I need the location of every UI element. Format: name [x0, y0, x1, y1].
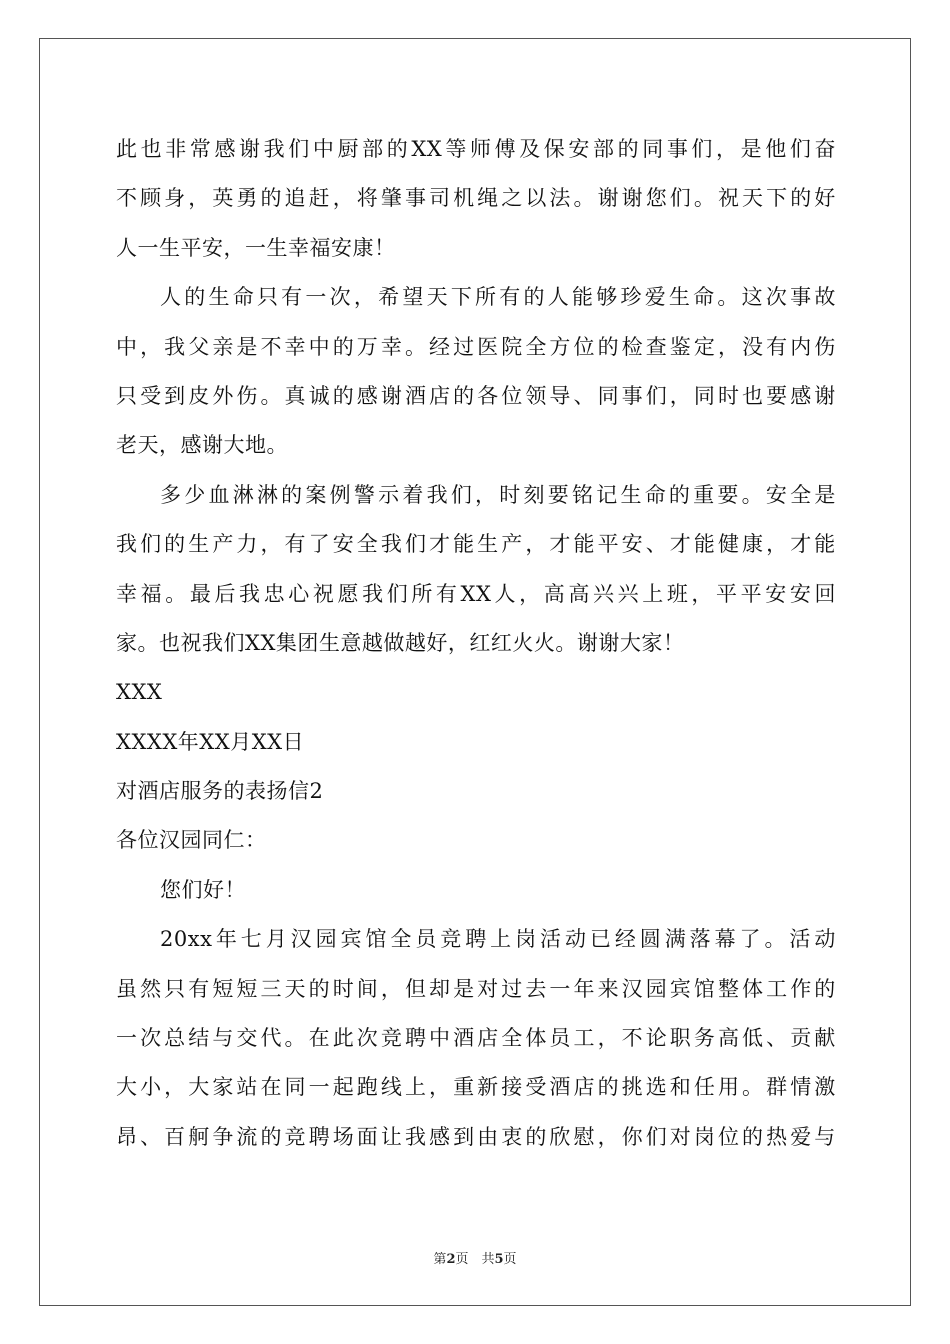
text-line: XXXX年XX月XX日 [116, 729, 305, 754]
text-line: 人 的 生 命 只 有 一 次 ， 希 望 天 下 所 有 的 人 能 够 珍 爱 生 命 。 这 次 事 故 [160, 285, 836, 310]
text-line: 昂 、 百 舸 争 流 的 竞 聘 场 面 让 我 感 到 由 衷 的 欣 慰 ， 你 们 对 岗 位 的 热 爱 与 [116, 1124, 836, 1149]
text-line: 大 小 ， 大 家 站 在 同 一 起 跑 线 上 ， 重 新 接 受 酒 店 的 挑 选 和 任 用 。 群 情 激 [116, 1075, 836, 1100]
text-line: 家。也祝我们XX集团生意越做越好，红红火火。谢谢大家！ [116, 630, 685, 655]
page-footer [0, 1248, 950, 1267]
text-line: 各位汉园同仁： [116, 828, 267, 853]
text-line: 多 少 血 淋 淋 的 案 例 警 示 着 我 们 ， 时 刻 要 铭 记 生 命 的 重 要 。 安 全 是 [160, 482, 836, 507]
footer-suffix: 页 [503, 1252, 517, 1267]
text-line: 幸 福 。 最 后 我 忠 心 祝 愿 我 们 所 有 XX 人 ， 高 高 兴 兴 上 班 ， 平 平 安 安 回 [116, 581, 836, 606]
text-line: 您们好！ [160, 877, 246, 902]
total-page-number: 5 [494, 1252, 504, 1267]
footer-mid: 页 共 [455, 1252, 495, 1267]
text-line: 只 受 到 皮 外 伤 。 真 诚 的 感 谢 酒 店 的 各 位 领 导 、 同 事 们 ， 同 时 也 要 感 谢 [116, 383, 836, 408]
text-line: 中 ， 我 父 亲 是 不 幸 中 的 万 幸 。 经 过 医 院 全 方 位 的 检 查 鉴 定 ， 没 有 内 伤 [116, 334, 836, 359]
text-line: 老天，感谢大地。 [116, 433, 288, 458]
text-line: XXX [116, 680, 163, 705]
text-line: 不 顾 身 ， 英 勇 的 追 赶 ， 将 肇 事 司 机 绳 之 以 法 。 谢 谢 您 们 。 祝 天 下 的 好 [116, 186, 836, 211]
text-line: 人一生平安，一生幸福安康！ [116, 235, 396, 260]
document-body [116, 125, 836, 1162]
current-page-number: 2 [446, 1252, 456, 1267]
text-line: 20xx 年 七 月 汉 园 宾 馆 全 员 竞 聘 上 岗 活 动 已 经 圆 满 落 幕 了 。 活 动 [160, 927, 836, 952]
text-line: 此 也 非 常 感 谢 我 们 中 厨 部 的 XX 等 师 傅 及 保 安 部 的 同 事 们 ， 是 他 们 奋 [116, 137, 836, 161]
text-line: 我 们 的 生 产 力 ， 有 了 安 全 我 们 才 能 生 产 ， 才 能 平 安 、 才 能 健 康 ， 才 能 [116, 532, 836, 557]
footer-prefix: 第 [433, 1252, 447, 1267]
text-line: 虽 然 只 有 短 短 三 天 的 时 间 ， 但 却 是 对 过 去 一 年 来 汉 园 宾 馆 整 体 工 作 的 [116, 976, 836, 1001]
text-line: 一 次 总 结 与 交 代 。 在 此 次 竞 聘 中 酒 店 全 体 员 工 ， 不 论 职 务 高 低 、 贡 献 [116, 1026, 836, 1051]
text-line: 对酒店服务的表扬信2 [116, 779, 324, 804]
